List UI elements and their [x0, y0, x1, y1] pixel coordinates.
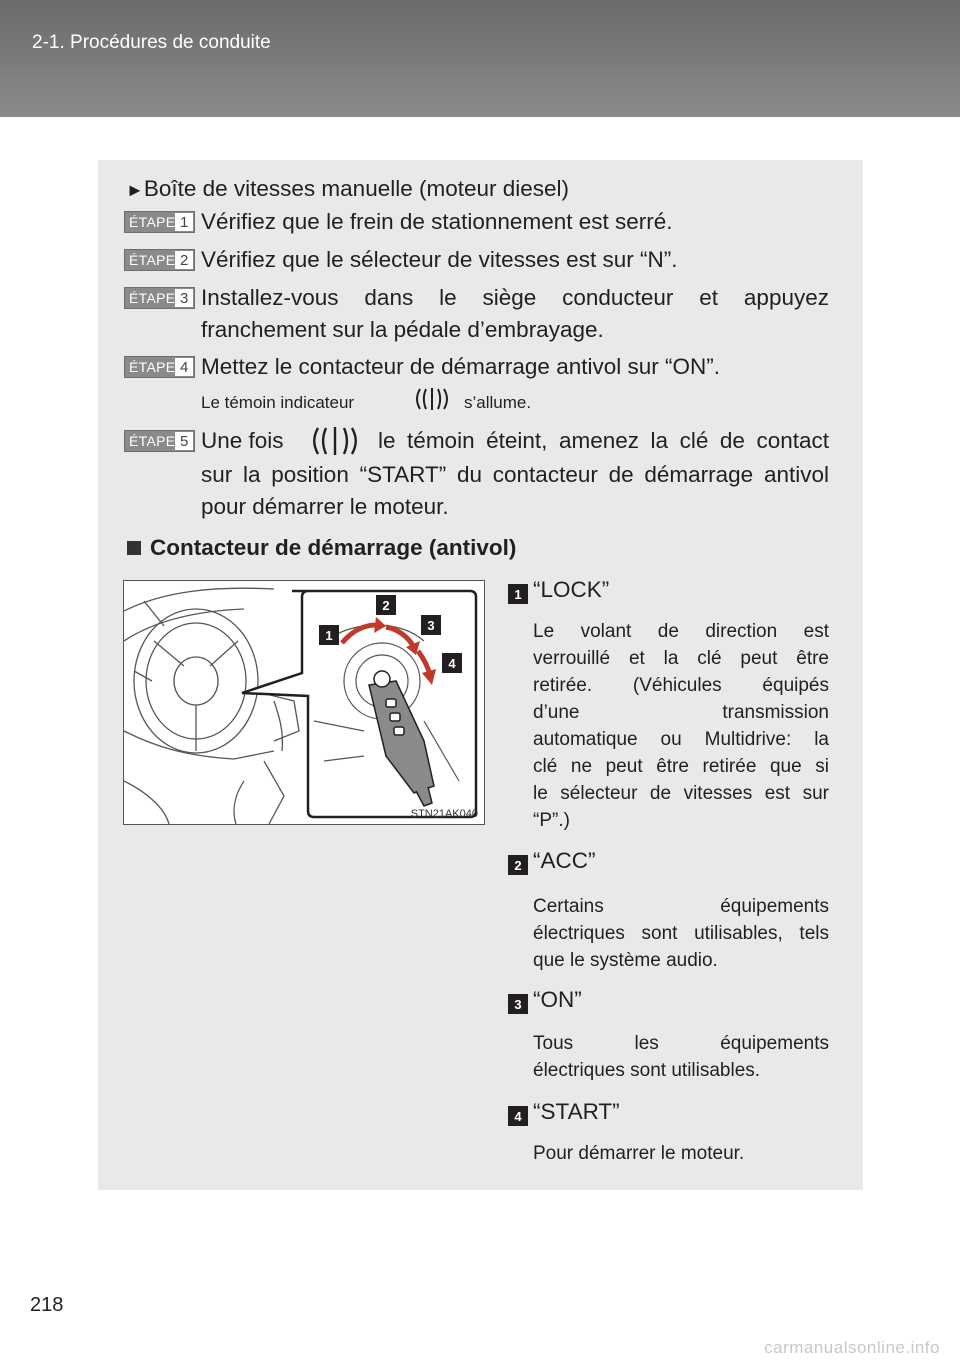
step-5-text-after: le témoin éteint, amenez la clé de contact [378, 428, 829, 453]
position-2-description: Certains équipements électriques sont utilisables, tels que le système audio. [533, 896, 829, 971]
step-4-text: Mettez le contacteur de démarrage antivol sur “ON”. [201, 354, 720, 379]
step-3-text-line-1: Installez-vous dans le siège conducteur et appuyez [201, 285, 829, 310]
step-badge-1: ÉTAPE 1 [124, 211, 195, 233]
position-2-badge: 2 [508, 855, 528, 875]
position-4-description: Pour démarrer le moteur. [533, 1143, 745, 1164]
step-2-text: Vérifiez que le sélecteur de vitesses est sur “N”. [201, 247, 678, 272]
position-3-description: Tous les équipements électriques sont utilisables. [533, 1033, 829, 1081]
position-3-label: “ON” [533, 987, 582, 1012]
page-header [0, 0, 960, 117]
glow-plug-indicator-icon [308, 424, 362, 458]
step-3-text-line-2: franchement sur la pédale d’embrayage. [201, 317, 604, 342]
position-1-badge: 1 [508, 584, 528, 604]
step-badge-2: ÉTAPE 2 [124, 249, 195, 271]
step-badge-4: ÉTAPE 4 [124, 356, 195, 378]
step-5-text-line-3: pour démarrer le moteur. [201, 494, 449, 519]
position-4-badge: 4 [508, 1106, 528, 1126]
page-number: 218 [30, 1294, 64, 1316]
step-badge-3: ÉTAPE 3 [124, 287, 195, 309]
step-5-text-before: Une fois [201, 428, 284, 453]
callout-2: 2 [376, 595, 396, 615]
callout-1: 1 [319, 625, 339, 645]
callout-4: 4 [442, 653, 462, 673]
illustration-code: STN21AK040 [410, 808, 478, 820]
subsection-heading: Contacteur de démarrage (antivol) [150, 535, 517, 560]
glow-plug-indicator-icon [412, 386, 452, 412]
step-1-text: Vérifiez que le frein de stationnement est serré. [201, 209, 673, 234]
position-2-label: “ACC” [533, 848, 596, 873]
indicator-note-before: Le témoin indicateur [201, 393, 355, 412]
position-1-label: “LOCK” [533, 577, 610, 602]
triangle-bullet-icon: ► [126, 180, 144, 200]
position-3-badge: 3 [508, 994, 528, 1014]
square-bullet-icon [127, 541, 141, 555]
position-4-label: “START” [533, 1099, 620, 1124]
section-heading: ►Boîte de vitesses manuelle (moteur diesel) [126, 176, 570, 201]
ignition-switch-illustration [123, 580, 485, 825]
watermark: carmanualsonline.info [764, 1338, 940, 1357]
step-badge-5: ÉTAPE 5 [124, 430, 195, 452]
section-title: 2-1. Procédures de conduite [32, 32, 271, 53]
indicator-note-after: s’allume. [464, 393, 532, 412]
step-5-text-line-2: sur la position “START” du contacteur de démarrage antivol [201, 462, 829, 487]
callout-3: 3 [421, 615, 441, 635]
position-1-description: Le volant de direction est verrouillé et la clé peut être retirée. (Véhicules équipés d’une transmission automatique ou Multidrive: la clé ne peut être retirée que si le sélecteur de vitesses est sur “P”.) [533, 621, 829, 831]
